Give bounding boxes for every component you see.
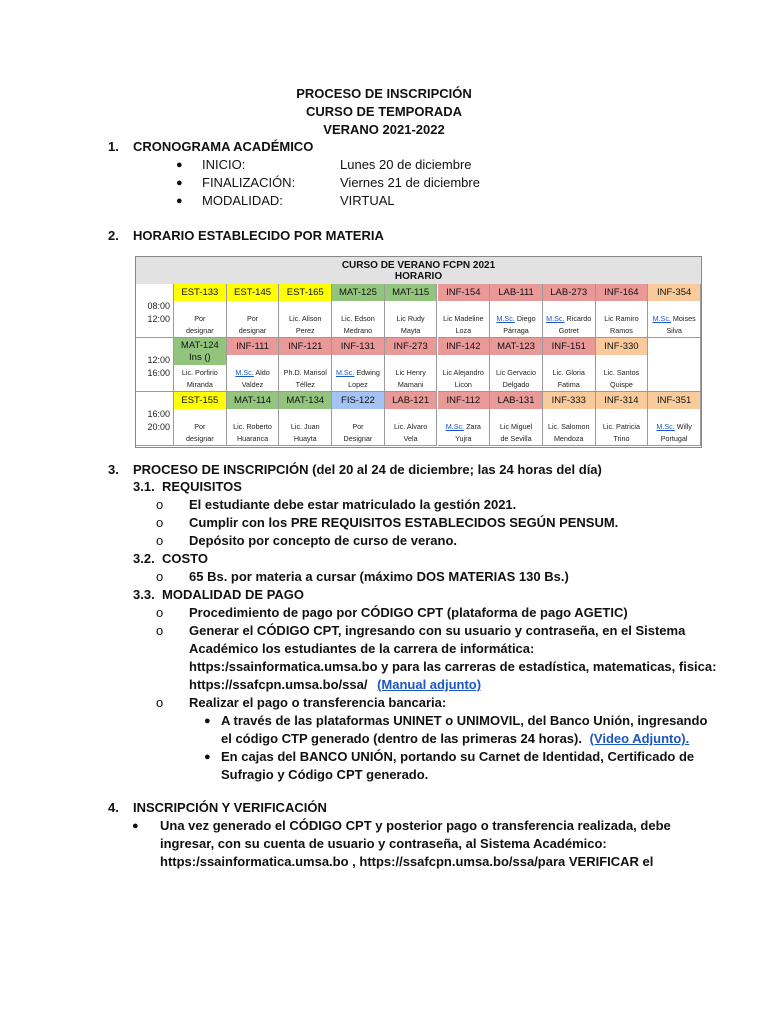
professor-line2: Miranda xyxy=(186,380,213,389)
course-code: INF-142 xyxy=(438,338,490,355)
professor-line1: Lic Madeline xyxy=(443,314,484,323)
professor-title: M.Sc. xyxy=(445,422,465,431)
course-professor xyxy=(174,313,226,337)
course-professor xyxy=(385,313,437,337)
course-code: MAT-125 xyxy=(332,284,384,301)
professor-line2: Fatima xyxy=(557,380,580,389)
manual-adjunto-link[interactable]: (Manual adjunto) xyxy=(377,677,482,692)
course-professor xyxy=(385,367,437,391)
course-code: MAT-114 xyxy=(227,392,279,409)
professor-line1: Lic. Alvaro xyxy=(394,422,428,431)
ssafcpn-url: https://ssafcpn.umsa.bo/ssa/ xyxy=(189,677,368,692)
pago-sub-b-line2: Sufragio y Código CPT generado. xyxy=(221,767,429,782)
course-code: INF-351 xyxy=(648,392,700,409)
bullet-icon: ● xyxy=(204,751,211,763)
pago-sub-a-line2-wrap xyxy=(221,730,689,748)
professor-line1: Lic. Porfirio xyxy=(181,368,218,377)
course-code: LAB-273 xyxy=(543,284,595,301)
professor-line1: M.Sc. Aldo xyxy=(235,368,270,377)
requisito-3: Depósito por concepto de curso de verano. xyxy=(189,533,457,548)
section3-number: 3. xyxy=(108,462,119,477)
time-end: 20:00 xyxy=(147,422,170,432)
professor-line2: Huaranca xyxy=(236,434,269,443)
professor-line1: M.Sc. Zara xyxy=(445,422,481,431)
professor-line2: Trino xyxy=(613,434,630,443)
course-code: LAB-121 xyxy=(385,392,437,409)
section1-number: 1. xyxy=(108,139,119,154)
bullet-icon: o xyxy=(156,605,164,620)
course-cell xyxy=(438,338,491,392)
professor-line1: Lic. Alison xyxy=(289,314,322,323)
course-professor xyxy=(279,367,331,391)
course-cell xyxy=(385,284,438,338)
professor-line2: Designar xyxy=(343,434,373,443)
course-professor xyxy=(332,313,384,337)
professor-line2: Valdez xyxy=(241,380,264,389)
section4-line2: ingresar, con su cuenta de usuario y contraseña, al Sistema Académico: xyxy=(160,836,607,851)
course-cell xyxy=(648,338,701,392)
course-code: EST-133 xyxy=(174,284,226,301)
course-code: INF-131 xyxy=(332,338,384,355)
section3-3-title: MODALIDAD DE PAGO xyxy=(162,587,305,602)
pago-item-2-line2: Académico los estudiantes de la carrera de informática: xyxy=(189,641,535,656)
professor-line2: Portugal xyxy=(660,434,688,443)
professor-line1: M.Sc. Edwing xyxy=(335,368,380,377)
professor-line1: M.Sc. Diego xyxy=(496,314,536,323)
schedule-modalidad-value: VIRTUAL xyxy=(340,193,395,208)
section4-line1: Una vez generado el CÓDIGO CPT y posterior pago o transferencia realizada, debe xyxy=(160,818,671,833)
professor-line2: designar xyxy=(186,434,214,443)
bullet-icon: ● xyxy=(132,820,139,832)
course-code: MAT-115 xyxy=(385,284,437,301)
time-end: 16:00 xyxy=(147,368,170,378)
course-code: EST-165 xyxy=(279,284,331,301)
pago-item-1: Procedimiento de pago por CÓDIGO CPT (plataforma de pago AGETIC) xyxy=(189,605,628,620)
professor-line1: Ph.D. Marisol xyxy=(283,368,327,377)
course-professor xyxy=(596,367,648,391)
professor-title: M.Sc. xyxy=(235,368,254,377)
time-start: 08:00 xyxy=(147,301,170,311)
professor-line1: Lic. Roberto xyxy=(233,422,272,431)
professor-line2: Mendoza xyxy=(553,434,584,443)
section3-3-number: 3.3. xyxy=(133,587,155,602)
course-code: INF-151 xyxy=(543,338,595,355)
course-code: INF-111 xyxy=(227,338,279,355)
course-cell xyxy=(227,284,280,338)
professor-line2: Párraga xyxy=(503,326,529,335)
course-code: LAB-111 xyxy=(490,284,542,301)
time-start: 12:00 xyxy=(147,355,170,365)
schedule-modalidad-label: MODALIDAD: xyxy=(202,193,283,208)
course-professor xyxy=(438,313,490,337)
professor-line2: Licon xyxy=(454,380,472,389)
course-code-note: Ins () xyxy=(189,352,211,363)
course-professor xyxy=(596,421,648,445)
course-code xyxy=(648,338,700,355)
course-cell xyxy=(332,284,385,338)
course-professor xyxy=(174,367,226,391)
course-code: INF-164 xyxy=(596,284,648,301)
course-professor xyxy=(279,313,331,337)
professor-line1: Lic Alejandro xyxy=(442,368,484,377)
section3-title: PROCESO DE INSCRIPCIÓN (del 20 al 24 de diciembre; las 24 horas del día) xyxy=(133,462,602,477)
course-professor xyxy=(543,313,595,337)
time-slot-cell xyxy=(136,392,174,446)
schedule-table xyxy=(135,256,702,448)
course-cell xyxy=(648,392,701,446)
professor-title: M.Sc. xyxy=(335,368,355,377)
professor-line1: Por xyxy=(194,314,206,323)
professor-line1: Por xyxy=(352,422,364,431)
course-professor xyxy=(490,367,542,391)
course-cell xyxy=(279,284,332,338)
course-cell xyxy=(332,392,385,446)
professor-line1: M.Sc. Ricardo xyxy=(546,314,592,323)
professor-line2: Gotret xyxy=(558,326,579,335)
course-professor xyxy=(543,421,595,445)
course-cell xyxy=(174,338,227,392)
time-slot-cell xyxy=(136,284,174,338)
course-cell xyxy=(596,392,649,446)
course-code: INF-273 xyxy=(385,338,437,355)
course-cell xyxy=(596,338,649,392)
course-code-text: MAT-124 xyxy=(180,340,219,351)
course-professor xyxy=(438,421,490,445)
course-professor xyxy=(279,421,331,445)
course-cell xyxy=(438,392,491,446)
schedule-fin-value: Viernes 21 de diciembre xyxy=(340,175,480,190)
bullet-icon: o xyxy=(156,623,164,638)
professor-line1: Por xyxy=(246,314,259,323)
professor-line2: designar xyxy=(186,326,214,335)
course-cell xyxy=(490,392,543,446)
requisito-2: Cumplir con los PRE REQUISITOS ESTABLECIDOS SEGÚN PENSUM. xyxy=(189,515,619,530)
pago-item-2-line1: Generar el CÓDIGO CPT, ingresando con su usuario y contraseña, en el Sistema xyxy=(189,623,686,638)
professor-line2: Perez xyxy=(295,326,315,335)
time-slot-cell xyxy=(136,338,174,392)
section2-title: HORARIO ESTABLECIDO POR MATERIA xyxy=(133,228,384,243)
course-professor xyxy=(648,313,700,337)
professor-line1: Lic. Gloria xyxy=(552,368,585,377)
course-professor xyxy=(438,367,490,391)
course-cell xyxy=(174,392,227,446)
professor-title: M.Sc. xyxy=(496,314,515,323)
schedule-table-subtitle: HORARIO xyxy=(394,271,443,282)
course-code: MAT-123 xyxy=(490,338,542,355)
course-professor xyxy=(596,313,648,337)
course-code: EST-155 xyxy=(174,392,226,409)
pago-sub-b-line1: En cajas del BANCO UNIÓN, portando su Carnet de Identidad, Certificado de xyxy=(221,749,695,764)
course-code xyxy=(174,338,226,365)
course-cell xyxy=(227,392,280,446)
schedule-table-title: CURSO DE VERANO FCPN 2021 xyxy=(341,260,496,271)
pago-item-2-line3: https:/ssainformatica.umsa.bo y para las carreras de estadística, matematicas, fisica: xyxy=(189,659,717,674)
professor-line1: Lic Miguel xyxy=(499,422,533,431)
professor-line1: M.Sc. Willy xyxy=(656,422,692,431)
pago-item-3: Realizar el pago o transferencia bancaria: xyxy=(189,695,447,710)
course-cell xyxy=(227,338,280,392)
section1-title: CRONOGRAMA ACADÉMICO xyxy=(133,139,314,154)
course-cell xyxy=(385,338,438,392)
course-professor xyxy=(227,367,279,391)
course-code: INF-333 xyxy=(543,392,595,409)
professor-line1: Lic Rudy xyxy=(396,314,425,323)
professor-line1: Lic. Patricia xyxy=(602,422,641,431)
course-cell xyxy=(279,338,332,392)
bullet-icon: ● xyxy=(176,177,183,189)
professor-line1: Lic. Santos xyxy=(603,368,640,377)
professor-line2: Mayta xyxy=(400,326,421,335)
bullet-icon: ● xyxy=(176,159,183,171)
professor-line2: de Sevilla xyxy=(500,434,532,443)
pago-item-2-line4 xyxy=(189,676,481,694)
section4-line3: https:/ssainformatica.umsa.bo , https://ssafcpn.umsa.bo/ssa/para VERIFICAR el xyxy=(160,854,654,869)
course-code: LAB-131 xyxy=(490,392,542,409)
doc-title-line2: CURSO DE TEMPORADA xyxy=(305,104,462,119)
professor-line2: Medrano xyxy=(343,326,373,335)
section3-2-title: COSTO xyxy=(162,551,208,566)
course-code: INF-121 xyxy=(279,338,331,355)
section3-1-title: REQUISITOS xyxy=(162,479,242,494)
professor-line2: Quispe xyxy=(610,380,633,389)
professor-line2: Huayta xyxy=(293,434,317,443)
professor-title: M.Sc. xyxy=(546,314,565,323)
professor-line2: Silva xyxy=(666,326,682,335)
pago-sub-a-line1: A través de las plataformas UNINET o UNIMOVIL, del Banco Unión, ingresando xyxy=(221,713,708,728)
professor-line1: Lic Gervacio xyxy=(496,368,536,377)
professor-line2: Yujra xyxy=(455,434,472,443)
section2-number: 2. xyxy=(108,228,119,243)
time-end: 12:00 xyxy=(147,314,170,324)
pago-sub-a-line2: el código CTP generado (dentro de las primeras 24 horas). xyxy=(221,731,582,746)
professor-line2: Vela xyxy=(403,434,418,443)
course-professor xyxy=(648,421,700,445)
course-cell xyxy=(648,284,701,338)
professor-line2: Loza xyxy=(455,326,472,335)
course-professor xyxy=(227,421,279,445)
schedule-inicio-value: Lunes 20 de diciembre xyxy=(340,157,472,172)
section4-title: INSCRIPCIÓN Y VERIFICACIÓN xyxy=(133,800,327,815)
course-professor xyxy=(174,421,226,445)
professor-line2: Téllez xyxy=(295,380,315,389)
professor-line1: Lic. Salomon xyxy=(547,422,590,431)
course-code: EST-145 xyxy=(227,284,279,301)
course-cell xyxy=(543,338,596,392)
professor-line2: designar xyxy=(238,326,267,335)
course-cell xyxy=(385,392,438,446)
course-professor xyxy=(227,313,279,337)
course-professor xyxy=(490,313,542,337)
professor-line2: Delgado xyxy=(502,380,530,389)
professor-line1: Lic. Edson xyxy=(341,314,375,323)
professor-line1: Lic Ramiro xyxy=(604,314,639,323)
time-start: 16:00 xyxy=(147,409,170,419)
section3-1-number: 3.1. xyxy=(133,479,155,494)
bullet-icon: ● xyxy=(204,715,211,727)
course-cell xyxy=(543,284,596,338)
course-code: INF-112 xyxy=(438,392,490,409)
course-cell xyxy=(174,284,227,338)
bullet-icon: o xyxy=(156,515,164,530)
section4-number: 4. xyxy=(108,800,119,815)
course-cell xyxy=(596,284,649,338)
professor-line1: M.Sc. Moises xyxy=(652,314,696,323)
course-cell xyxy=(438,284,491,338)
course-professor xyxy=(490,421,542,445)
course-code: INF-354 xyxy=(648,284,700,301)
course-professor xyxy=(543,367,595,391)
professor-title: M.Sc. xyxy=(652,314,671,323)
schedule-inicio-label: INICIO: xyxy=(202,157,246,172)
course-professor xyxy=(332,367,384,391)
schedule-table-header xyxy=(136,257,701,284)
bullet-icon: o xyxy=(156,497,164,512)
course-cell xyxy=(490,284,543,338)
course-cell xyxy=(279,392,332,446)
bullet-icon: o xyxy=(156,695,164,710)
professor-title: M.Sc. xyxy=(656,422,675,431)
doc-title-line1: PROCESO DE INSCRIPCIÓN xyxy=(296,86,472,101)
professor-line1: Lic Henry xyxy=(395,368,426,377)
professor-line1: Por xyxy=(194,422,206,431)
professor-line2: Ramos xyxy=(610,326,633,335)
course-code: INF-330 xyxy=(596,338,648,355)
course-code: FIS-122 xyxy=(332,392,384,409)
professor-line2: Lopez xyxy=(348,380,368,389)
costo-item: 65 Bs. por materia a cursar (máximo DOS MATERIAS 130 Bs.) xyxy=(189,569,569,584)
professor-line1: Lic. Juan xyxy=(290,422,320,431)
course-cell xyxy=(490,338,543,392)
course-code: INF-314 xyxy=(596,392,648,409)
course-professor xyxy=(385,421,437,445)
bullet-icon: o xyxy=(156,569,164,584)
doc-title-line3: VERANO 2021-2022 xyxy=(323,122,445,137)
professor-line2: Mamani xyxy=(397,380,424,389)
requisito-1: El estudiante debe estar matriculado la gestión 2021. xyxy=(189,497,517,512)
course-code: INF-154 xyxy=(438,284,490,301)
course-professor xyxy=(332,421,384,445)
course-code: MAT-134 xyxy=(279,392,331,409)
schedule-fin-label: FINALIZACIÓN: xyxy=(202,175,296,190)
course-cell xyxy=(543,392,596,446)
bullet-icon: ● xyxy=(176,195,183,207)
video-adjunto-link[interactable]: (Video Adjunto). xyxy=(589,731,690,746)
bullet-icon: o xyxy=(156,533,164,548)
course-cell xyxy=(332,338,385,392)
section3-2-number: 3.2. xyxy=(133,551,155,566)
